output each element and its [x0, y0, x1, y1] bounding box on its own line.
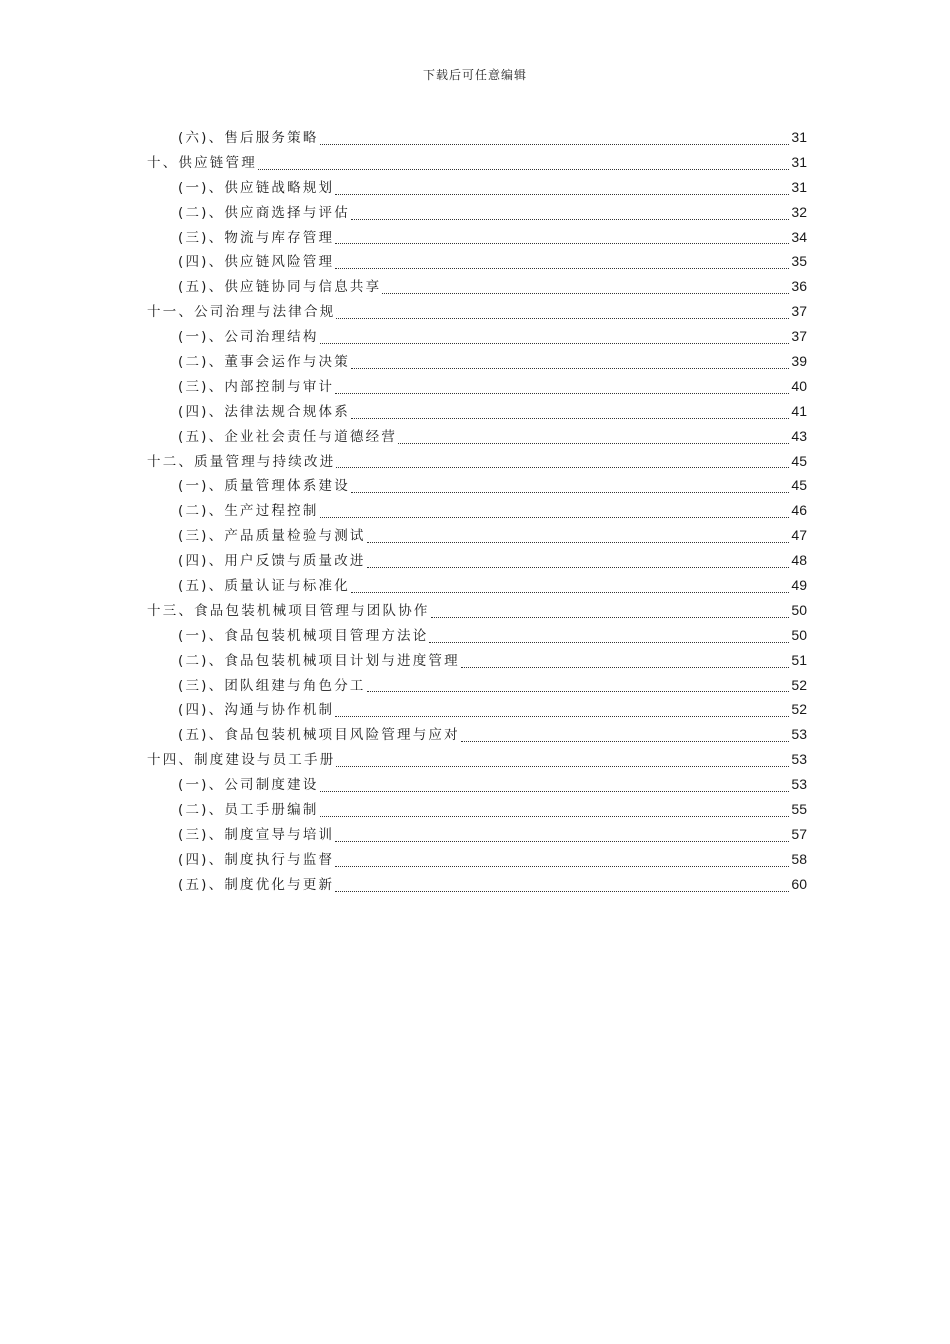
toc-dot-leader — [335, 243, 789, 244]
toc-section-entry[interactable] — [147, 324, 807, 349]
toc-section-entry[interactable] — [147, 200, 807, 225]
toc-chapter-entry[interactable] — [147, 299, 807, 324]
toc-dot-leader — [336, 467, 789, 468]
toc-entry-title: (二)、食品包装机械项目计划与进度管理 — [178, 652, 460, 669]
toc-entry-page-number: 35 — [791, 253, 807, 270]
toc-entry-page-number: 49 — [791, 577, 807, 594]
toc-chapter-entry[interactable] — [147, 598, 807, 623]
toc-entry-title: (五)、质量认证与标准化 — [178, 578, 350, 595]
toc-dot-leader — [367, 691, 790, 692]
toc-section-entry[interactable] — [147, 374, 807, 399]
toc-chapter-entry[interactable] — [147, 150, 807, 175]
toc-dot-leader — [335, 393, 789, 394]
toc-section-entry[interactable] — [147, 349, 807, 374]
toc-dot-leader — [431, 617, 790, 618]
toc-entry-title: (四)、制度执行与监督 — [178, 851, 335, 868]
page-header-note: 下载后可任意编辑 — [422, 68, 527, 82]
toc-dot-leader — [335, 716, 789, 717]
toc-entry-title: (四)、法律法规合规体系 — [178, 403, 350, 420]
toc-entry-title: (二)、董事会运作与决策 — [178, 354, 350, 371]
toc-section-entry[interactable] — [147, 872, 807, 897]
toc-entry-title: (三)、团队组建与角色分工 — [178, 677, 366, 694]
toc-dot-leader — [336, 318, 789, 319]
toc-dot-leader — [258, 169, 790, 170]
toc-entry-page-number: 53 — [791, 751, 807, 768]
toc-section-entry[interactable] — [147, 648, 807, 673]
toc-entry-title: (五)、企业社会责任与道德经营 — [178, 428, 398, 445]
toc-dot-leader — [461, 667, 790, 668]
toc-section-entry[interactable] — [147, 722, 807, 747]
toc-entry-title: (二)、供应商选择与评估 — [178, 204, 350, 221]
toc-entry-title: (一)、食品包装机械项目管理方法论 — [178, 627, 429, 644]
toc-entry-page-number: 39 — [791, 353, 807, 370]
toc-entry-page-number: 43 — [791, 427, 807, 444]
toc-entry-title: (三)、物流与库存管理 — [178, 229, 335, 246]
toc-section-entry[interactable] — [147, 125, 807, 150]
toc-entry-title: (五)、食品包装机械项目风险管理与应对 — [178, 727, 460, 744]
toc-section-entry[interactable] — [147, 673, 807, 698]
toc-entry-title: (一)、质量管理体系建设 — [178, 478, 350, 495]
toc-entry-page-number: 50 — [791, 626, 807, 643]
toc-entry-page-number: 58 — [791, 850, 807, 867]
toc-dot-leader — [382, 293, 789, 294]
toc-dot-leader — [336, 766, 789, 767]
toc-entry-page-number: 52 — [791, 701, 807, 718]
toc-dot-leader — [351, 492, 789, 493]
toc-dot-leader — [320, 343, 790, 344]
toc-section-entry[interactable] — [147, 797, 807, 822]
toc-entry-page-number: 53 — [791, 726, 807, 743]
toc-entry-page-number: 60 — [791, 875, 807, 892]
toc-entry-title: 十二、质量管理与持续改进 — [147, 453, 336, 470]
toc-chapter-entry[interactable] — [147, 449, 807, 474]
toc-dot-leader — [335, 841, 789, 842]
toc-section-entry[interactable] — [147, 498, 807, 523]
toc-entry-page-number: 31 — [791, 129, 807, 145]
toc-entry-title: 十三、食品包装机械项目管理与团队协作 — [147, 602, 430, 619]
toc-dot-leader — [335, 866, 789, 867]
toc-entry-title: (四)、供应链风险管理 — [178, 254, 335, 271]
toc-dot-leader — [320, 791, 790, 792]
toc-entry-page-number: 40 — [791, 377, 807, 394]
toc-section-entry[interactable] — [147, 548, 807, 573]
toc-entry-page-number: 50 — [791, 601, 807, 618]
toc-dot-leader — [335, 194, 789, 195]
toc-entry-page-number: 46 — [791, 502, 807, 519]
toc-dot-leader — [351, 592, 789, 593]
toc-entry-title: (六)、售后服务策略 — [178, 130, 319, 146]
toc-entry-page-number: 36 — [791, 278, 807, 295]
toc-section-entry[interactable] — [147, 822, 807, 847]
toc-entry-title: (一)、公司制度建设 — [178, 777, 319, 794]
toc-entry-title: (五)、制度优化与更新 — [178, 876, 335, 893]
toc-section-entry[interactable] — [147, 772, 807, 797]
toc-entry-page-number: 32 — [791, 203, 807, 220]
toc-dot-leader — [320, 517, 790, 518]
toc-entry-title: 十一、公司治理与法律合规 — [147, 304, 336, 321]
toc-entry-page-number: 31 — [791, 178, 807, 195]
toc-entry-title: 十四、制度建设与员工手册 — [147, 752, 336, 769]
toc-dot-leader — [351, 368, 789, 369]
toc-entry-title: (三)、内部控制与审计 — [178, 378, 335, 395]
toc-dot-leader — [320, 816, 790, 817]
toc-section-entry[interactable] — [147, 424, 807, 449]
toc-section-entry[interactable] — [147, 249, 807, 274]
toc-entry-title: (三)、产品质量检验与测试 — [178, 528, 366, 545]
toc-entry-page-number: 48 — [791, 552, 807, 569]
toc-section-entry[interactable] — [147, 225, 807, 250]
toc-dot-leader — [367, 542, 790, 543]
toc-section-entry[interactable] — [147, 399, 807, 424]
toc-dot-leader — [398, 443, 789, 444]
toc-entry-title: (二)、生产过程控制 — [178, 503, 319, 520]
toc-section-entry[interactable] — [147, 697, 807, 722]
toc-entry-title: (五)、供应链协同与信息共享 — [178, 279, 382, 296]
toc-entry-title: (一)、供应链战略规划 — [178, 179, 335, 196]
toc-dot-leader — [367, 567, 790, 568]
toc-entry-title: (四)、用户反馈与质量改进 — [178, 553, 366, 570]
toc-entry-page-number: 34 — [791, 228, 807, 245]
toc-dot-leader — [429, 642, 789, 643]
toc-entry-page-number: 37 — [791, 303, 807, 320]
toc-section-entry[interactable] — [147, 573, 807, 598]
toc-entry-page-number: 55 — [791, 801, 807, 818]
toc-dot-leader — [335, 891, 789, 892]
toc-dot-leader — [351, 219, 789, 220]
toc-section-entry[interactable] — [147, 175, 807, 200]
toc-entry-page-number: 41 — [791, 402, 807, 419]
toc-entry-title: (二)、员工手册编制 — [178, 802, 319, 819]
toc-entry-title: (四)、沟通与协作机制 — [178, 702, 335, 719]
toc-dot-leader — [351, 418, 789, 419]
toc-entry-page-number: 52 — [791, 676, 807, 693]
toc-dot-leader — [335, 268, 789, 269]
toc-chapter-entry[interactable] — [147, 747, 807, 772]
toc-entry-title: (三)、制度宣导与培训 — [178, 826, 335, 843]
toc-entry-page-number: 47 — [791, 527, 807, 544]
toc-entry-page-number: 57 — [791, 825, 807, 842]
toc-entry-page-number: 37 — [791, 328, 807, 345]
toc-entry-page-number: 53 — [791, 776, 807, 793]
toc-entry-title: 十、供应链管理 — [147, 154, 257, 171]
table-of-contents — [147, 125, 807, 897]
toc-section-entry[interactable] — [147, 473, 807, 498]
toc-dot-leader — [320, 144, 790, 145]
toc-section-entry[interactable] — [147, 523, 807, 548]
toc-entry-page-number: 51 — [791, 651, 807, 668]
toc-entry-page-number: 45 — [791, 452, 807, 469]
toc-entry-page-number: 45 — [791, 477, 807, 494]
toc-section-entry[interactable] — [147, 847, 807, 872]
toc-section-entry[interactable] — [147, 274, 807, 299]
toc-dot-leader — [461, 741, 790, 742]
toc-section-entry[interactable] — [147, 623, 807, 648]
toc-entry-title: (一)、公司治理结构 — [178, 329, 319, 346]
toc-entry-page-number: 31 — [791, 153, 807, 170]
